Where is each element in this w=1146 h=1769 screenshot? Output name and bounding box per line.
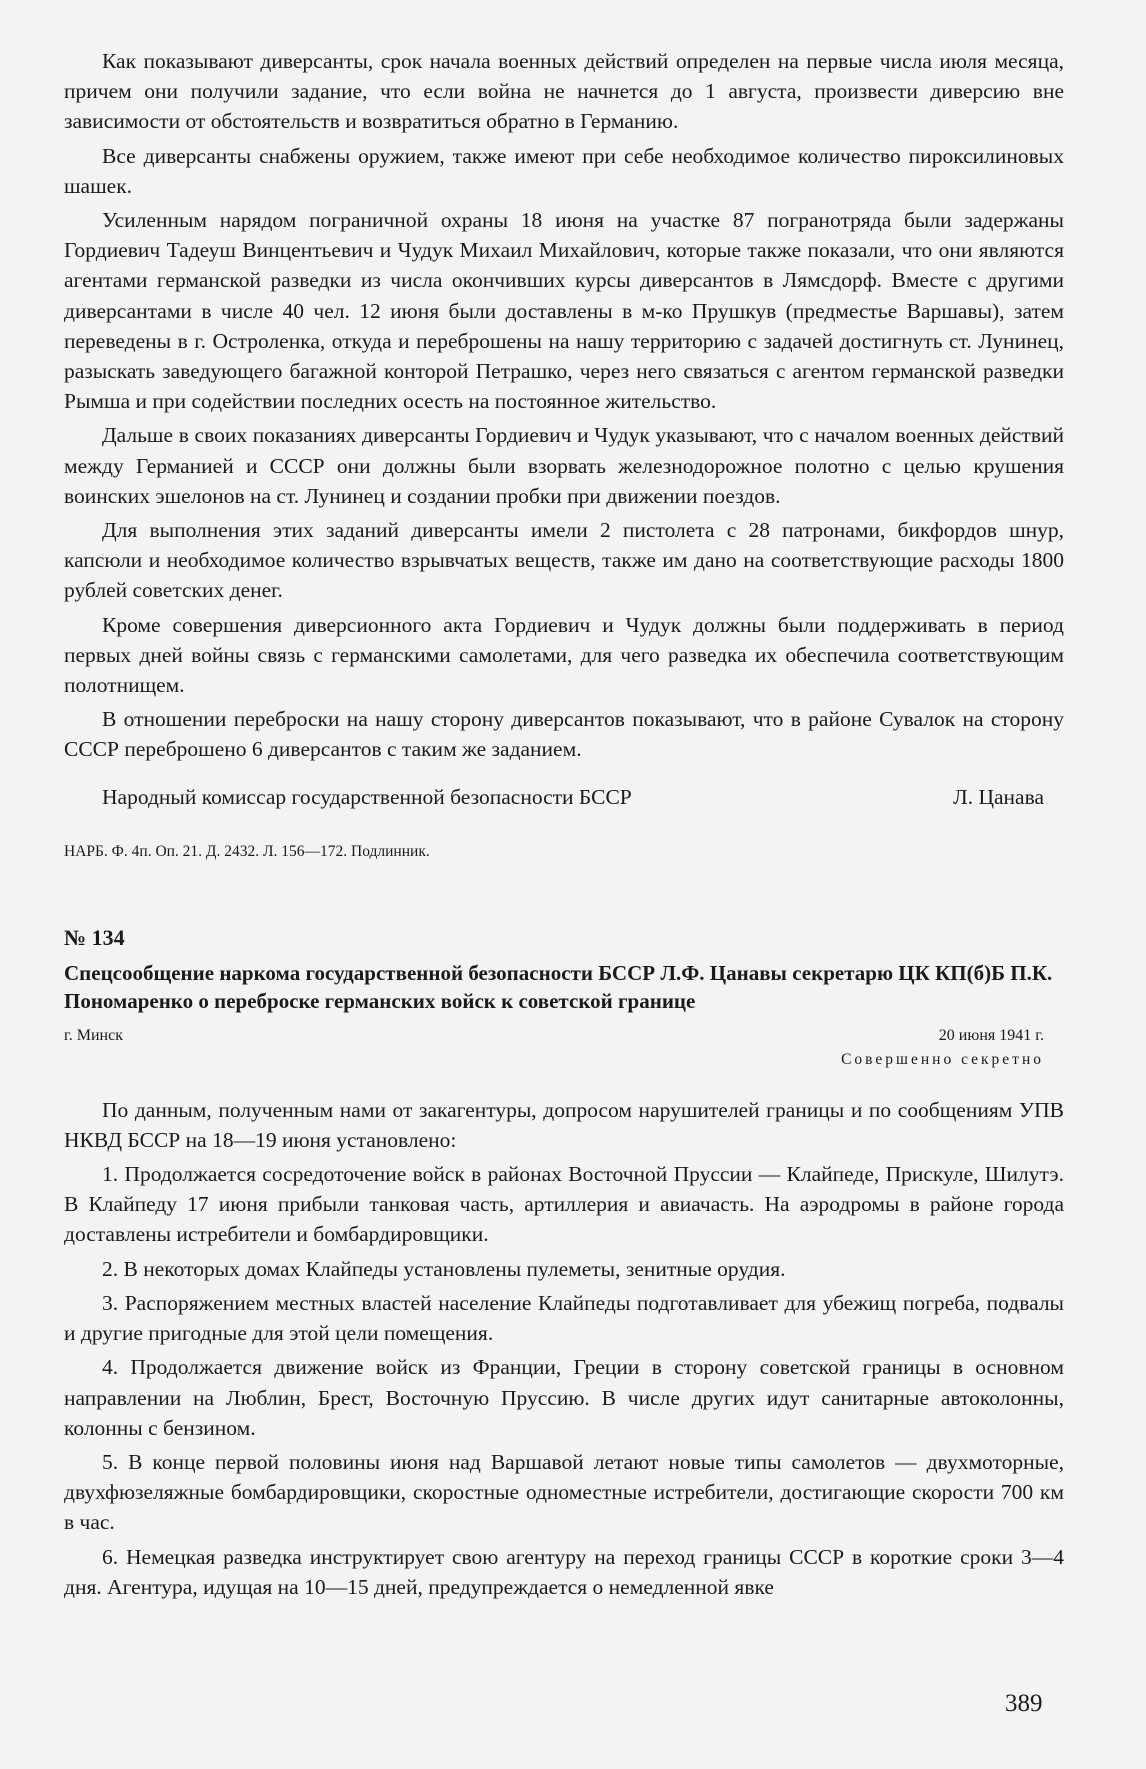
archive-source-note: НАРБ. Ф. 4п. Оп. 21. Д. 2432. Л. 156—172. Подлинник. (64, 842, 430, 860)
paragraph: 6. Немецкая разведка инструктирует свою агентуру на переход границы СССР в короткие сроки 3—4 дня. Агентура, идущая на 10—15 дней, предупреждается о немедленной явке (64, 1544, 1064, 1599)
paragraph: Для выполнения этих заданий диверсанты имели 2 пистолета с 28 патронами, бикфордов шнур, капсюли и необходимое количество взрывчатых веществ, также им дано на соответствующие расходы 1800 рублей советских денег. (64, 518, 1064, 603)
signature-name: Л. Цанава (953, 784, 1044, 809)
paragraph: 2. В некоторых домах Клайпеды установлены пулеметы, зенитные орудия. (102, 1256, 786, 1281)
place-date-line (64, 1023, 1064, 1049)
document-number: № 134 (64, 924, 125, 950)
paragraph: 3. Распоряжением местных властей население Клайпеды подготавливает для убежищ погреба, подвалы и другие пригодные для этой цели помещения. (64, 1290, 1064, 1346)
paragraph: По данным, полученным нами от закагентуры, допросом нарушителей границы и по сообщениям УПВ НКВД БССР на 18—19 июня установлено: (64, 1097, 1064, 1152)
paragraph: 1. Продолжается сосредоточение войск в районах Восточной Пруссии — Клайпеде, Прискуле, Шилутэ. В Клайпеду 17 июня прибыли танковая часть, артиллерия и авиачасть. На аэродромы в районе города доставлены истребители и бомбардировщики. (64, 1162, 1064, 1247)
paragraph: Кроме совершения диверсионного акта Гордиевич и Чудук должны были поддерживать в период первых дней войны связь с германскими самолетами, для чего разведка их обеспечила соответствующим полотнищем. (64, 612, 1064, 698)
document-body (64, 1095, 1064, 1602)
page-number: 389 (1005, 1690, 1043, 1717)
page-content (64, 46, 1064, 1602)
signature-position: Народный комиссар государственной безопасности БССР (102, 784, 632, 809)
paragraph: 4. Продолжается движение войск из Франции, Греции в сторону советской границы в основном направлении на Люблин, Брест, Восточную Пруссию. В числе других идут санитарные автоколонны, колонны с бензином. (64, 1355, 1064, 1440)
paragraph: Дальше в своих показаниях диверсанты Гордиевич и Чудук указывают, что с началом военных действий между Германией и СССР они должны были взорвать железнодорожное полотно с целью крушения воинских эшелонов на ст. Лунинец и создании пробки при движении поездов. (64, 423, 1064, 508)
paragraph: 5. В конце первой половины июня над Варшавой летают новые типы самолетов — двухмоторные, двухфюзеляжные бомбардировщики, скоростные одноместные истребители, достигающие скорости 700 км в час. (64, 1449, 1064, 1535)
signature-block (64, 785, 1064, 817)
paragraph: Как показывают диверсанты, срок начала военных действий определен на первые числа июля месяца, причем они получили задание, что если война не начнется до 1 августа, произвести диверсию вне зависимости от обстоятельств и возвратиться обратно в Германию. (64, 49, 1064, 134)
paragraph: Усиленным нарядом пограничной охраны 18 июня на участке 87 погранотряда были задержаны Гордиевич Тадеуш Винцентьевич и Чудук Михаил Михайлович, которые также показали, что они являются агентами германской разведки из числа окончивших курсы диверсантов в Лямсдорф. Вместе с другими диверсантами в числе 40 чел. 12 июня были доставлены в м-ко Прушкув (предместье Варшавы), затем переведены в г. Остроленка, откуда и переброшены на нашу территорию с задачей достигнуть ст. Лунинец, разыскать заведующего багажной конторой Петрашко, через него связаться с агентом германской разведки Рымша и при содействии последних осесть на постоянное жительство. (64, 208, 1064, 414)
paragraph: Все диверсанты снабжены оружием, также имеют при себе необходимое количество пироксилиновых шашек. (64, 143, 1064, 198)
document-date: 20 июня 1941 г. (938, 1026, 1044, 1044)
paragraph: В отношении переброски на нашу сторону диверсантов показывают, что в районе Сувалок на сторону СССР переброшено 6 диверсантов с таким же заданием. (64, 707, 1064, 762)
document-title: Спецсообщение наркома государственной безопасности БССР Л.Ф. Цанавы секретарю ЦК КП(б)Б П.К. Пономаренко о переброске германских войск к советской границе (64, 960, 1053, 1013)
document-place: г. Минск (64, 1026, 123, 1044)
classification-mark: Совершенно секретно (841, 1050, 1044, 1068)
